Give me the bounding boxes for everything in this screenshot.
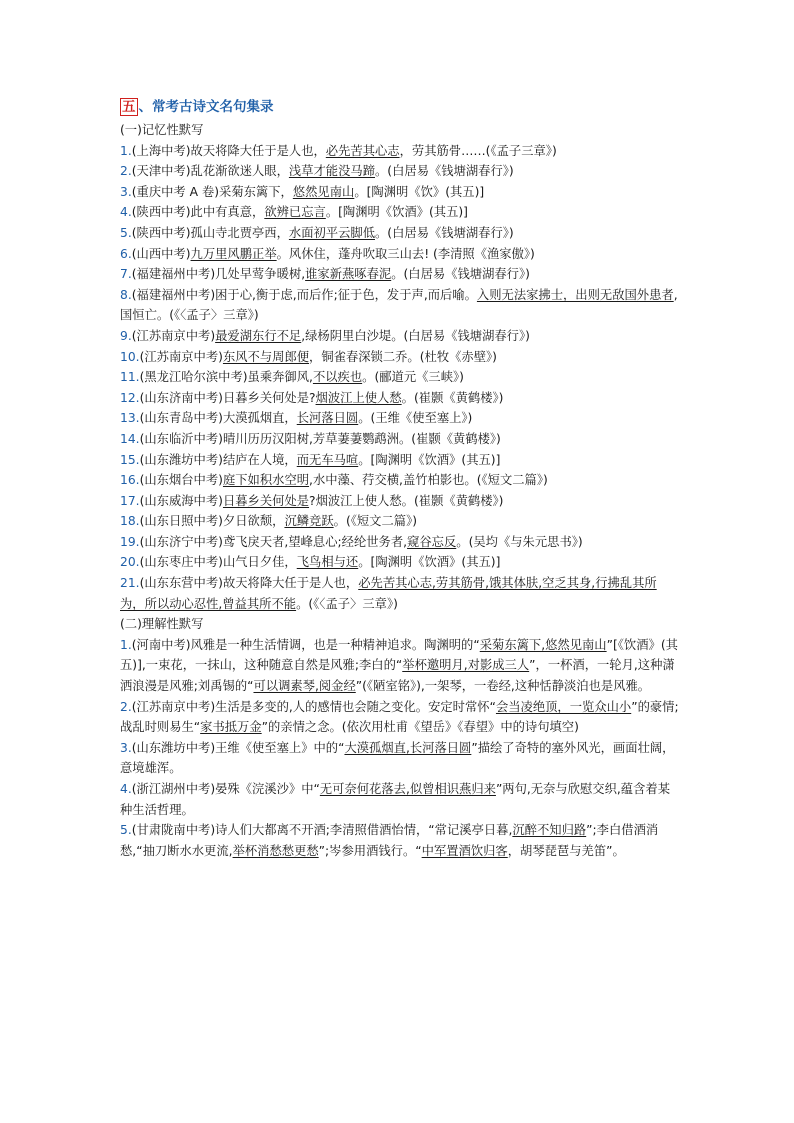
item-number: 13. [120,411,140,426]
answer-text: 举杯邀明月,对影成三人 [402,658,530,673]
list-item [120,532,680,553]
item-text: 。[陶渊明《饮酒》(其五)] [325,205,468,220]
answer-text: 水面初平云脚低 [288,225,375,240]
list-item [120,820,680,861]
answer-text: 会当凌绝顶，一览众山小 [495,699,632,714]
list-item [120,779,680,820]
list-item [120,635,680,697]
item-text: (山东威海中考) [139,493,223,508]
item-text: (山西中考) [131,246,191,261]
item-number: 16. [120,473,140,488]
item-number: 12. [120,390,140,405]
list-item [120,491,680,512]
item-text: 。(《〈孟子〉三章》) [296,596,398,611]
answer-text: 东风不与周郎便 [222,349,310,364]
item-text: ”的亲情之念。(依次用杜甫《望岳》《春望》中的诗句填空) [261,720,579,735]
item-text: 。(吴均《与朱元思书》) [456,534,583,549]
item-text: ”;岑参用酒钱行。“ [318,843,422,858]
list-item [120,408,680,429]
item-text: 。(白居易《钱塘湖春行》) [375,225,514,240]
title-text: 、常考古诗文名句集录 [138,99,274,115]
item-text: (江苏南京中考) [139,349,223,364]
answer-text: 沉鳞竞跃 [284,514,334,529]
item-number: 5. [120,225,132,240]
answer-text: 采菊东篱下,悠然见南山 [479,637,607,652]
item-text: ”(《陋室铭》),一架琴，一卷经,这种恬静淡泊也是风雅。 [355,679,651,694]
list-item [120,450,680,471]
answer-text: 必先苦其心志 [325,143,400,158]
item-text: ，劳其筋骨……(《孟子三章》) [399,143,557,158]
item-text: (重庆中考 A 卷)采菊东篱下， [131,184,293,199]
answer-text: 谁家新燕啄春泥 [305,267,392,282]
item-text: ，铜雀春深锁二乔。(杜牧《赤壁》) [309,349,497,364]
item-number: 19. [120,534,140,549]
item-number: 6. [120,246,132,261]
item-number: 14. [120,431,140,446]
answer-text: 窥谷忘反 [407,534,457,549]
item-number: 7. [120,267,132,282]
answer-text: 家书抵万金 [200,720,262,735]
item-number: 11. [120,370,140,385]
item-text: 。风休住，蓬舟吹取三山去! (李清照《渔家傲》) [276,246,535,261]
item-text: (山东临沂中考)晴川历历汉阳树,芳草萋萋鹦鹉洲。(崔颢《黄鹤楼》) [139,431,501,446]
title-number-box: 五 [122,99,136,115]
answer-text: 不以疾也 [312,370,363,385]
answer-text: 九万里风鹏正举 [190,246,277,261]
list-item [120,285,680,326]
item-text: (江苏南京中考)生活是多变的,人的感情也会随之变化。安定时常怀“ [131,699,496,714]
item-number: 18. [120,514,140,529]
section-heading-understanding: (二)理解性默写 [120,617,204,632]
item-text: (陕西中考)孤山寺北贾亭西， [131,225,289,240]
item-text: 。(白居易《钱塘湖春行》) [391,267,530,282]
item-number: 3. [120,184,132,199]
answer-text: 必先苦其心志,劳其筋骨,饿其体肤,空乏其身,行拂乱其所为，所以动心忍性,曾益其所不能 [120,576,657,611]
item-number: 10. [120,349,140,364]
item-text: ”;李白借酒消愁,“抽刀断水水更流, [120,823,659,858]
document-body [120,98,680,861]
item-text: (山东青岛中考)大漠孤烟直， [139,411,297,426]
item-text: ?烟波江上使人愁。(崔颢《黄鹤楼》) [309,493,504,508]
answer-text: 入则无法家拂士，出则无敌国外患者 [476,287,674,302]
item-number: 15. [120,452,140,467]
item-text: ”，一杯酒，一轮月,这种潇洒浪漫是风雅;刘禹锡的“ [120,658,675,694]
list-item [120,223,680,244]
item-text: (山东枣庄中考)山气日夕佳， [139,555,297,570]
item-text: 。(白居易《钱塘湖春行》) [375,164,514,179]
item-text: (山东济宁中考)鸢飞戾天者,望峰息心;经纶世务者, [139,534,408,549]
answer-text: 可以调素琴,阅金经 [253,679,356,694]
item-text: 。[陶渊明《饮酒》(其五)] [358,452,501,467]
answer-text: 无可奈何花落去,似曾相识燕归来 [319,782,496,796]
answer-text: 长河落日圆 [296,411,359,426]
list-item [120,388,680,409]
answer-text: 欲辨已忘言 [264,205,326,220]
item-text: ”两句,无奈与欣慰交织,蕴含着某种生活哲理。 [120,782,670,817]
item-text: 。(王维《使至塞上》) [358,411,473,426]
understanding-items-list [120,635,680,862]
item-number: 21. [120,576,140,591]
item-text: (福建福州中考)困于心,衡于虑,而后作;征于色，发于声,而后喻。 [131,287,477,302]
item-text: (山东潍坊中考)结庐在人境， [139,452,297,467]
answer-text: 举杯消愁愁更愁 [232,843,319,858]
item-text: 。[陶渊明《饮酒》(其五)] [358,555,501,570]
list-item [120,697,680,738]
item-text: (黑龙江哈尔滨中考)虽乘奔御风, [139,370,313,385]
item-number: 1. [120,143,132,158]
list-item [120,573,680,614]
item-text: ”[《饮酒》(其五)],一束花，一抹山，这种随意自然是风雅;李白的“ [120,637,678,673]
item-text: (山东东营中考)故天将降大任于是人也， [139,576,359,591]
list-item [120,552,680,573]
item-text: ,国恒亡。(《〈孟子〉三章》) [120,287,678,323]
item-text: (山东日照中考)夕日欲颓， [139,514,285,529]
item-number: 8. [120,287,132,302]
list-item [120,161,680,182]
list-item [120,202,680,223]
item-number: 17. [120,493,140,508]
item-text: (陕西中考)此中有真意， [131,205,265,220]
item-text: (天津中考)乱花渐欲迷人眼， [131,164,289,179]
list-item [120,182,680,203]
answer-text: 浅草才能没马蹄 [288,164,375,179]
answer-text: 日暮乡关何处是 [222,493,310,508]
answer-text: 飞鸟相与还 [296,555,359,570]
list-item [120,244,680,265]
list-item [120,326,680,347]
answer-text: 最爱湖东行不足 [215,328,302,343]
item-text: 。(《短文二篇》) [333,514,418,529]
list-item [120,429,680,450]
section-heading-memory: (一)记忆性默写 [120,123,204,137]
item-text: (山东潍坊中考)王维《使至塞上》中的“ [131,740,345,755]
list-item [120,738,680,779]
list-item [120,141,680,162]
item-text: (上海中考)故天将降大任于是人也， [131,143,326,158]
answer-text: 庭下如积水空明 [222,473,310,488]
page-title [120,98,680,116]
list-item [120,347,680,368]
answer-text: 中军置酒饮归客 [421,843,508,858]
item-number: 2. [120,164,132,179]
item-text: ”的豪情;战乱时则易生“ [120,699,679,735]
answer-text: 沉醉不知归路 [512,823,587,838]
item-text: ，胡琴琵琶与羌笛”。 [507,843,625,858]
item-text: 。(崔颢《黄鹤楼》) [401,390,504,405]
item-number: 5. [120,823,132,838]
answer-text: 而无车马喧 [296,452,359,467]
item-text: (浙江湖州中考)晏殊《浣溪沙》中“ [131,782,320,796]
item-text: ”描绘了奇特的塞外风光，画面壮阔，意境雄浑。 [120,740,675,776]
item-number: 2. [120,699,132,714]
item-text: ,水中藻、荇交横,盖竹柏影也。(《短文二篇》) [309,473,548,488]
list-item [120,367,680,388]
item-text: (福建福州中考)几处早莺争暖树, [131,267,306,282]
item-text: (河南中考)风雅是一种生活情调，也是一种精神追求。陶渊明的“ [131,637,480,652]
item-text: ,绿杨阴里白沙堤。(白居易《钱塘湖春行》) [301,328,530,343]
item-number: 4. [120,782,132,796]
item-text: (山东济南中考)日暮乡关何处是? [139,390,316,405]
item-number: 20. [120,555,140,570]
memory-items-list [120,141,680,615]
item-text: 。(郦道元《三峡》) [362,370,464,385]
item-number: 9. [120,328,132,343]
answer-text: 烟波江上使人愁 [315,390,402,405]
list-item [120,511,680,532]
item-number: 4. [120,205,132,220]
list-item [120,470,680,491]
item-number: 3. [120,740,132,755]
item-text: (甘肃陇南中考)诗人们大都离不开酒;李清照借酒怡情，“常记溪亭日暮, [131,823,513,838]
list-item [120,264,680,285]
item-text: (山东烟台中考) [139,473,223,488]
item-number: 1. [120,637,132,652]
item-text: 。[陶渊明《饮》(其五)] [354,184,485,199]
item-text: (江苏南京中考) [131,328,216,343]
answer-text: 大漠孤烟直,长河落日圆 [344,740,472,755]
answer-text: 悠然见南山 [292,184,355,199]
